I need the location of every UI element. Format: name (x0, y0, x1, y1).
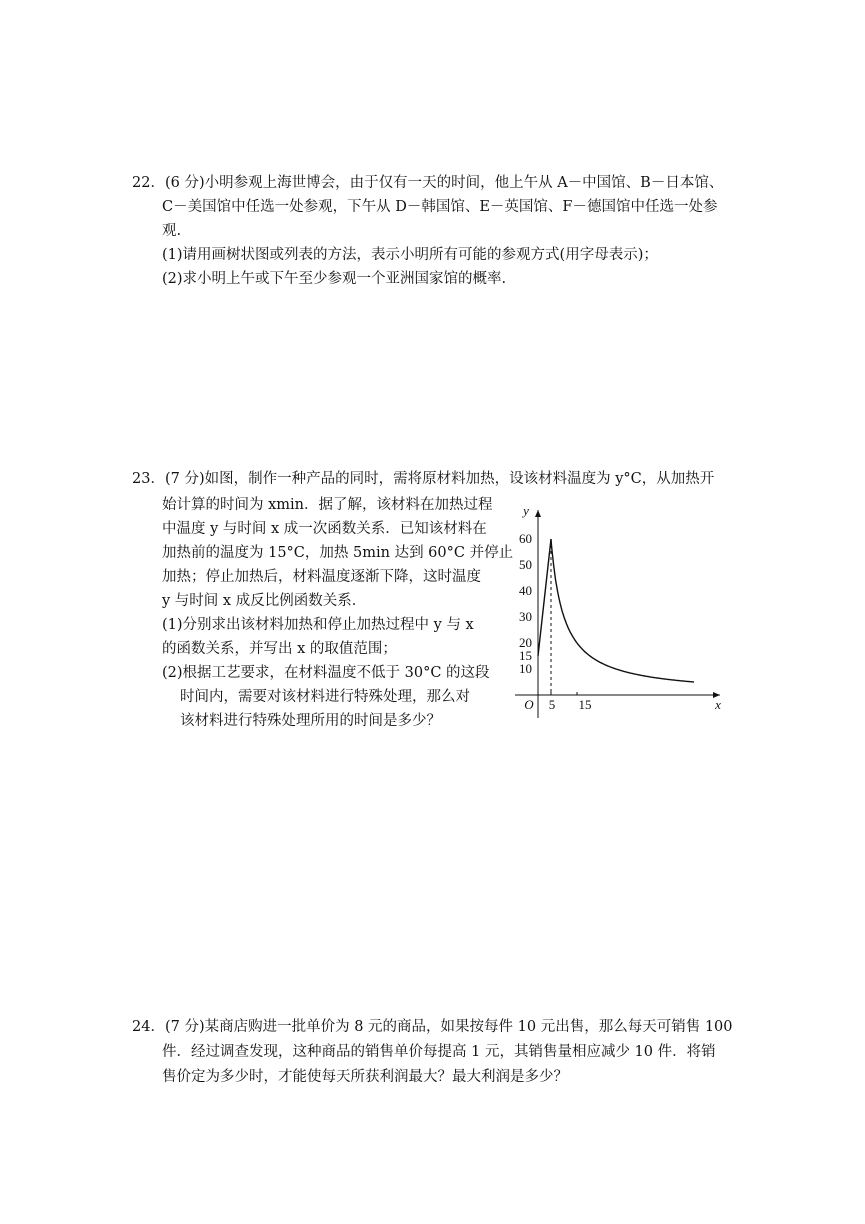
origin-label: O (524, 697, 534, 712)
y-tick-label: 50 (519, 557, 532, 572)
x-axis-label: x (715, 697, 721, 712)
y-tick-label: 40 (519, 583, 532, 598)
y-tick-label: 10 (519, 661, 532, 676)
q23-part2a: (2)根据工艺要求，在材料温度不低于 30°C 的这段 (162, 665, 490, 681)
q23-line1: 23．(7 分)如图，制作一种产品的同时，需将原材料加热，设该材料温度为 y°C，从加热开 (132, 471, 715, 487)
y-tick-label: 15 (519, 648, 532, 663)
y-axis-arrow (535, 510, 541, 517)
y-tick-label: 30 (519, 609, 532, 624)
heating-line (538, 539, 551, 656)
temperature-graph (505, 500, 735, 720)
y-tick-label: 20 (519, 635, 532, 650)
y-axis-label: y (523, 503, 529, 518)
q23-line6: y 与时间 x 成反比例函数关系． (162, 593, 367, 609)
graph-axes (515, 510, 720, 718)
cooling-curve (551, 539, 694, 682)
q23-part1b: 的函数关系，并写出 x 的取值范围； (162, 641, 397, 657)
q24-line3: 售价定为多少时，才能使每天所获利润最大？最大利润是多少？ (162, 1069, 568, 1085)
q23-body (162, 493, 514, 733)
y-tick-label: 60 (519, 531, 532, 546)
graph-marks (538, 539, 694, 695)
q22-part1: (1)请用画树状图或列表的方法，表示小明所有可能的参观方式(用字母表示)； (162, 247, 658, 263)
q22-line3: 观. (162, 223, 182, 239)
q22-part2: (2)求小明上午或下午至少参观一个亚洲国家馆的概率. (162, 271, 507, 287)
x-tick-label: 5 (548, 697, 556, 712)
q23-line5: 加热；停止加热后，材料温度逐渐下降，这时温度 (162, 569, 481, 585)
q23-line2: 始计算的时间为 xmin．据了解，该材料在加热过程 (162, 497, 493, 513)
q24-line2: 件．经过调查发现，这种商品的销售单价每提高 1 元，其销售量相应减少 10 件．将销 (162, 1044, 716, 1060)
graph-labels (519, 503, 721, 712)
x-tick-label: 15 (578, 697, 592, 712)
q22-line1: 22．(6 分)小明参观上海世博会，由于仅有一天的时间，他上午从 A－中国馆、B－日本馆、 (132, 175, 724, 191)
q23-part2b: 时间内，需要对该材料进行特殊处理，那么对 (180, 689, 470, 705)
q22-line2: C－美国馆中任选一处参观，下午从 D－韩国馆、E－英国馆、F－德国馆中任选一处参 (162, 199, 718, 215)
q23-part1a: (1)分别求出该材料加热和停止加热过程中 y 与 x (162, 617, 474, 633)
q23-line4: 加热前的温度为 15°C，加热 5min 达到 60°C 并停止 (162, 545, 514, 561)
q23-line3: 中温度 y 与时间 x 成一次函数关系．已知该材料在 (162, 521, 487, 537)
q23-part2c: 该材料进行特殊处理所用的时间是多少？ (180, 713, 441, 729)
q24-line1: 24．(7 分)某商店购进一批单价为 8 元的商品，如果按每件 10 元出售，那么每天可销售 100 (132, 1019, 733, 1035)
